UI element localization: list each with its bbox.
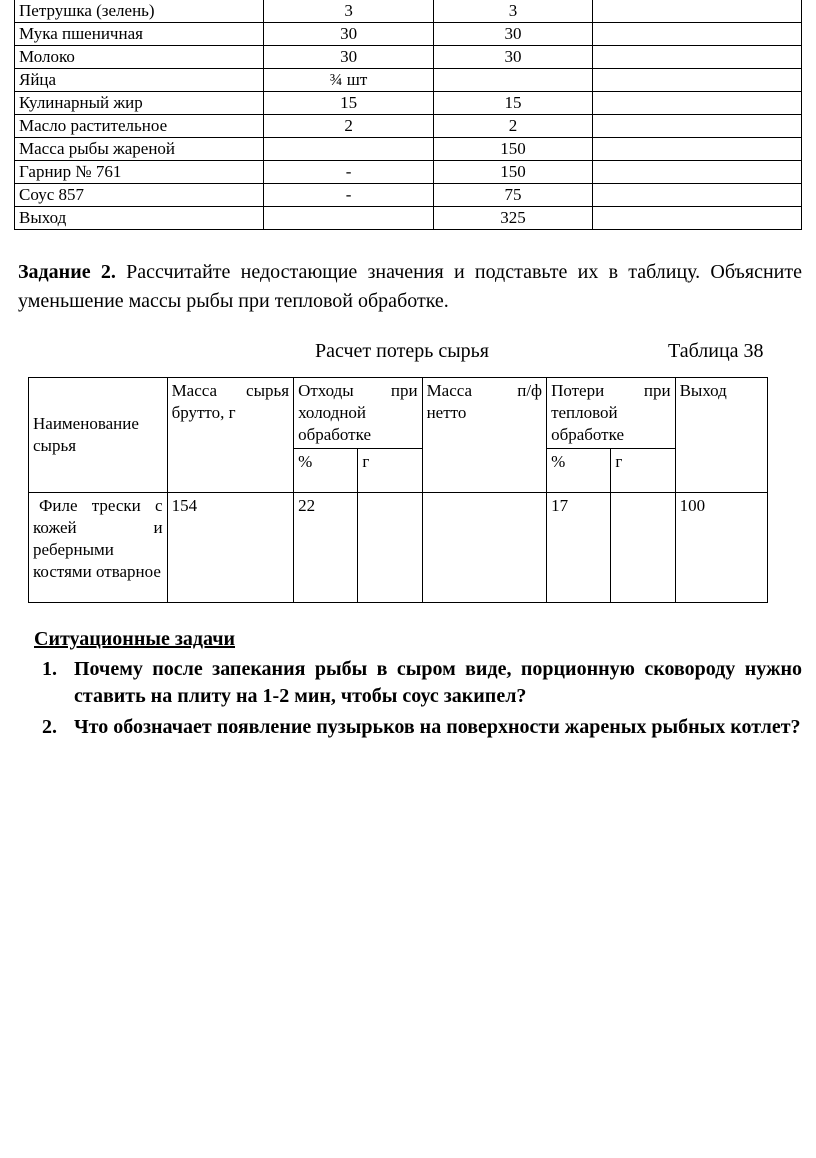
table-cell [592, 92, 801, 115]
situational-list [34, 656, 802, 745]
list-item [34, 714, 802, 741]
row-loss-g [611, 493, 675, 603]
header-name: Наименование сырья [29, 378, 168, 493]
header-loss: Потери при тепловой обработке [547, 378, 676, 449]
header-waste: Отходы при холодной обработке [294, 378, 423, 449]
table-cell: 15 [434, 92, 592, 115]
table-row [15, 184, 802, 207]
table-cell: 150 [434, 138, 592, 161]
table-cell [592, 207, 801, 230]
table-cell: Молоко [15, 46, 264, 69]
table-number: Таблица 38 [668, 340, 764, 362]
table-cell: - [263, 161, 434, 184]
table-cell: Кулинарный жир [15, 92, 264, 115]
table-caption: Расчет потерь сырья [315, 340, 489, 362]
table-cell [263, 138, 434, 161]
table-cell [592, 161, 801, 184]
header-yield: Выход [675, 378, 767, 493]
table-row [15, 138, 802, 161]
table-cell [592, 0, 801, 23]
row-yield: 100 [675, 493, 767, 603]
list-text: Что обозначает появление пузырьков на поверхности жареных рыбных котлет? [74, 716, 801, 738]
table-cell: 15 [263, 92, 434, 115]
table-cell: 2 [263, 115, 434, 138]
header-loss-g: г [611, 449, 675, 493]
table-cell: Гарнир № 761 [15, 161, 264, 184]
table-cell: Мука пшеничная [15, 23, 264, 46]
situational-heading: Ситуационные задачи [34, 628, 236, 650]
task-2-text: Рассчитайте недостающие значения и подставьте их в таблицу. Объясните уменьшение массы рыбы при тепловой обработке. [18, 261, 802, 312]
table-row [15, 23, 802, 46]
list-number: 1. [42, 658, 57, 680]
row-waste-pct: 22 [294, 493, 358, 603]
table-row [29, 493, 768, 603]
table-row [15, 69, 802, 92]
table-cell: 30 [263, 23, 434, 46]
loss-table [28, 377, 768, 603]
table-cell: 325 [434, 207, 592, 230]
table-row [15, 92, 802, 115]
table-cell: 150 [434, 161, 592, 184]
table-cell [592, 69, 801, 92]
table-cell [434, 69, 592, 92]
table-cell [592, 23, 801, 46]
table-cell: 30 [263, 46, 434, 69]
table-cell: Петрушка (зелень) [15, 0, 264, 23]
table-cell: 3 [263, 0, 434, 23]
row-gross: 154 [167, 493, 294, 603]
table-row [15, 161, 802, 184]
table-row [15, 207, 802, 230]
table-cell [592, 138, 801, 161]
table-cell: 30 [434, 46, 592, 69]
row-net [422, 493, 547, 603]
table-cell: Соус 857 [15, 184, 264, 207]
header-gross: Масса сырья брутто, г [167, 378, 294, 493]
task-2-paragraph [18, 258, 802, 316]
table-row [15, 0, 802, 23]
table-cell [592, 184, 801, 207]
list-text: Почему после запекания рыбы в сыром виде, порционную сковороду нужно ставить на плиту на 1-2 мин, чтобы соус закипел? [74, 658, 802, 707]
table-cell: 30 [434, 23, 592, 46]
table-cell [592, 115, 801, 138]
header-waste-pct: % [294, 449, 358, 493]
table-cell: 2 [434, 115, 592, 138]
table-cell: Яйца [15, 69, 264, 92]
row-name: Филе трески с кожей и реберными костями отварное [29, 493, 168, 603]
table-cell [592, 46, 801, 69]
header-loss-pct: % [547, 449, 611, 493]
row-waste-g [358, 493, 422, 603]
table-cell: Масло растительное [15, 115, 264, 138]
header-waste-g: г [358, 449, 422, 493]
table-cell [263, 207, 434, 230]
table-cell: - [263, 184, 434, 207]
row-loss-pct: 17 [547, 493, 611, 603]
list-number: 2. [42, 716, 57, 738]
table-cell: Выход [15, 207, 264, 230]
list-item [34, 656, 802, 710]
task-2-label: Задание 2. [18, 261, 116, 283]
ingredients-table [14, 0, 802, 230]
table-cell: ¾ шт [263, 69, 434, 92]
table-cell: 75 [434, 184, 592, 207]
table-row [15, 46, 802, 69]
table-row [15, 115, 802, 138]
table-cell: 3 [434, 0, 592, 23]
table-cell: Масса рыбы жареной [15, 138, 264, 161]
header-net: Масса п/ф нетто [422, 378, 547, 493]
